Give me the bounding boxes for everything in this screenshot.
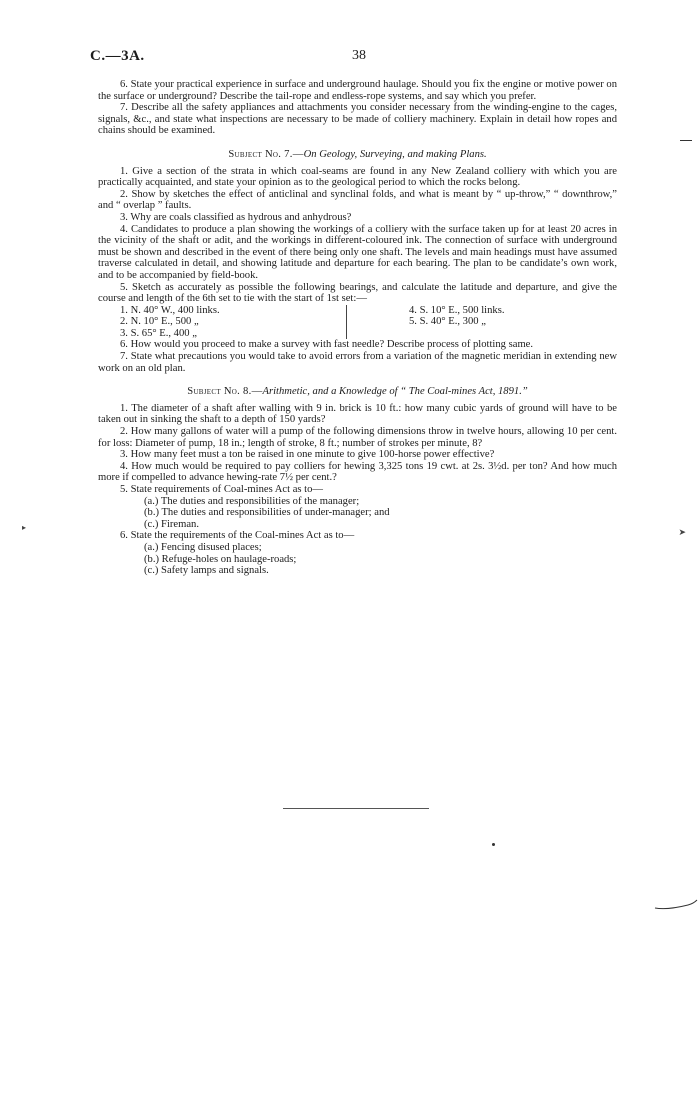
bearing-4: 4. S. 10° E., 500 links. [409, 304, 505, 316]
subject-8-q6-item-c: (c.) Safety lamps and signals. [144, 565, 269, 577]
ink-speck [492, 843, 495, 846]
subject-8-question-1: 1. The diameter of a shaft after walling with 9 in. brick is 10 ft.: how many cubic yards of ground will have to be taken out in sinking the shaft to a depth of 150 yards? [98, 402, 617, 426]
bearing-1: 1. N. 40° W., 400 links. [120, 304, 220, 316]
subject-7-prefix: Subject No. 7.— [228, 148, 304, 160]
subject-8-q6-item-b: (b.) Refuge-holes on haulage-roads; [144, 553, 297, 565]
subject-7-question-3: 3. Why are coals classified as hydrous and anhydrous? [120, 211, 352, 223]
subject-8-question-3: 3. How many feet must a ton be raised in one minute to give 100-horse power effective? [120, 449, 495, 461]
subject-8-q5-item-b: (b.) The duties and responsibilities of under-manager; and [144, 507, 390, 519]
margin-arrow-mark: ➤ [678, 527, 686, 537]
subject-7-question-7: 7. State what precautions you would take to avoid errors from a variation of the magnetic meridian in extending new work on an old plan. [98, 351, 617, 374]
subject-7-question-5: 5. Sketch as accurately as possible the following bearings, and calculate the latitude and departure, and give the course and length of the 6th set to tie with the start of 1st set:— [98, 281, 617, 305]
subject-7-question-2: 2. Show by sketches the effect of anticlinal and synclinal folds, and what is meant by “ up-throw,” “ downthrow,” and “ overlap ” faults. [98, 188, 617, 212]
page-number: 38 [352, 48, 366, 63]
subject-8-heading [98, 386, 617, 398]
margin-tick-mark: ▸ [22, 523, 27, 532]
subject-8-question-5: 5. State requirements of Coal-mines Act as to— [120, 484, 324, 495]
subject-7-question-6: 6. How would you proceed to make a survey with fast needle? Describe process of plotting same. [120, 339, 534, 351]
subject-8-question-4: 4. How much would be required to pay colliers for hewing 3,325 tons 19 cwt. at 2s. 3½d. per ton? And how much more if compelled to advance hewing-rate 7½ per cent.? [98, 460, 617, 484]
question-7-safety-appliances: 7. Describe all the safety appliances and attachments you consider necessary from the winding-engine to the cages, signals, &c., and state what inspections are necessary to be made of colliery machinery. Explain in detail how ropes and chains should be examined. [98, 102, 617, 137]
bearings-table [98, 305, 617, 340]
page-header [90, 48, 618, 66]
bearing-5: 5. S. 40° E., 300 „ [409, 316, 486, 328]
subject-7-question-4: 4. Candidates to produce a plan showing the workings of a colliery with the surface taken up for at least 20 acres in the vicinity of the shaft or adit, and the workings in different-coloured ink. The connection of surface with underground must be shown and described in the event of there being only one shaft. The levels and main headings must have assumed traverse calculated in detail, and showing latitude and departure for each bearing. The plan to be candidate’s own work, and to be accompanied by field-book. [98, 223, 617, 281]
subject-7-question-1: 1. Give a section of the strata in which coal-seams are found in any New Zealand colliery with which you are practically acquainted, and state your opinion as to the geological period to which the rocks belong. [98, 165, 617, 189]
subject-8-q6-item-a: (a.) Fencing disused places; [144, 541, 262, 553]
subject-8-question-2: 2. How many gallons of water will a pump of the following dimensions throw in twelve hours, allowing 10 per cent. for loss: Diameter of pump, 18 in.; length of stroke, 8 ft.; number of strokes per minute, 8? [98, 426, 617, 449]
subject-8-q5-item-c: (c.) Fireman. [144, 518, 200, 530]
subject-8-question-6: 6. State the requirements of the Coal-mines Act as to— [120, 530, 355, 542]
page-body [98, 79, 617, 577]
subject-7-heading [98, 149, 617, 161]
margin-dash-mark [680, 140, 692, 141]
bearing-2: 2. N. 10° E., 500 „ [120, 316, 199, 328]
bearings-left-column [98, 305, 346, 340]
document-reference: C.—3A. [90, 48, 145, 64]
question-6-haulage: 6. State your practical experience in surface and underground haulage. Should you fix the engine or motive power on the surface or underground? Describe the tail-rope and endless-rope systems, and say which you prefer. [98, 79, 617, 102]
bearing-3: 3. S. 65° E., 400 „ [120, 327, 197, 339]
subject-8-title: Arithmetic, and a Knowledge of “ The Coal-mines Act, 1891.” [262, 386, 528, 398]
end-rule-divider [283, 808, 429, 809]
subject-8-prefix: Subject No. 8.— [187, 386, 263, 398]
bearings-right-column [346, 305, 504, 340]
subject-7-title: On Geology, Surveying, and making Plans. [303, 148, 487, 160]
subject-8-q5-item-a: (a.) The duties and responsibilities of the manager; [144, 495, 360, 507]
margin-pen-stroke [654, 898, 698, 912]
